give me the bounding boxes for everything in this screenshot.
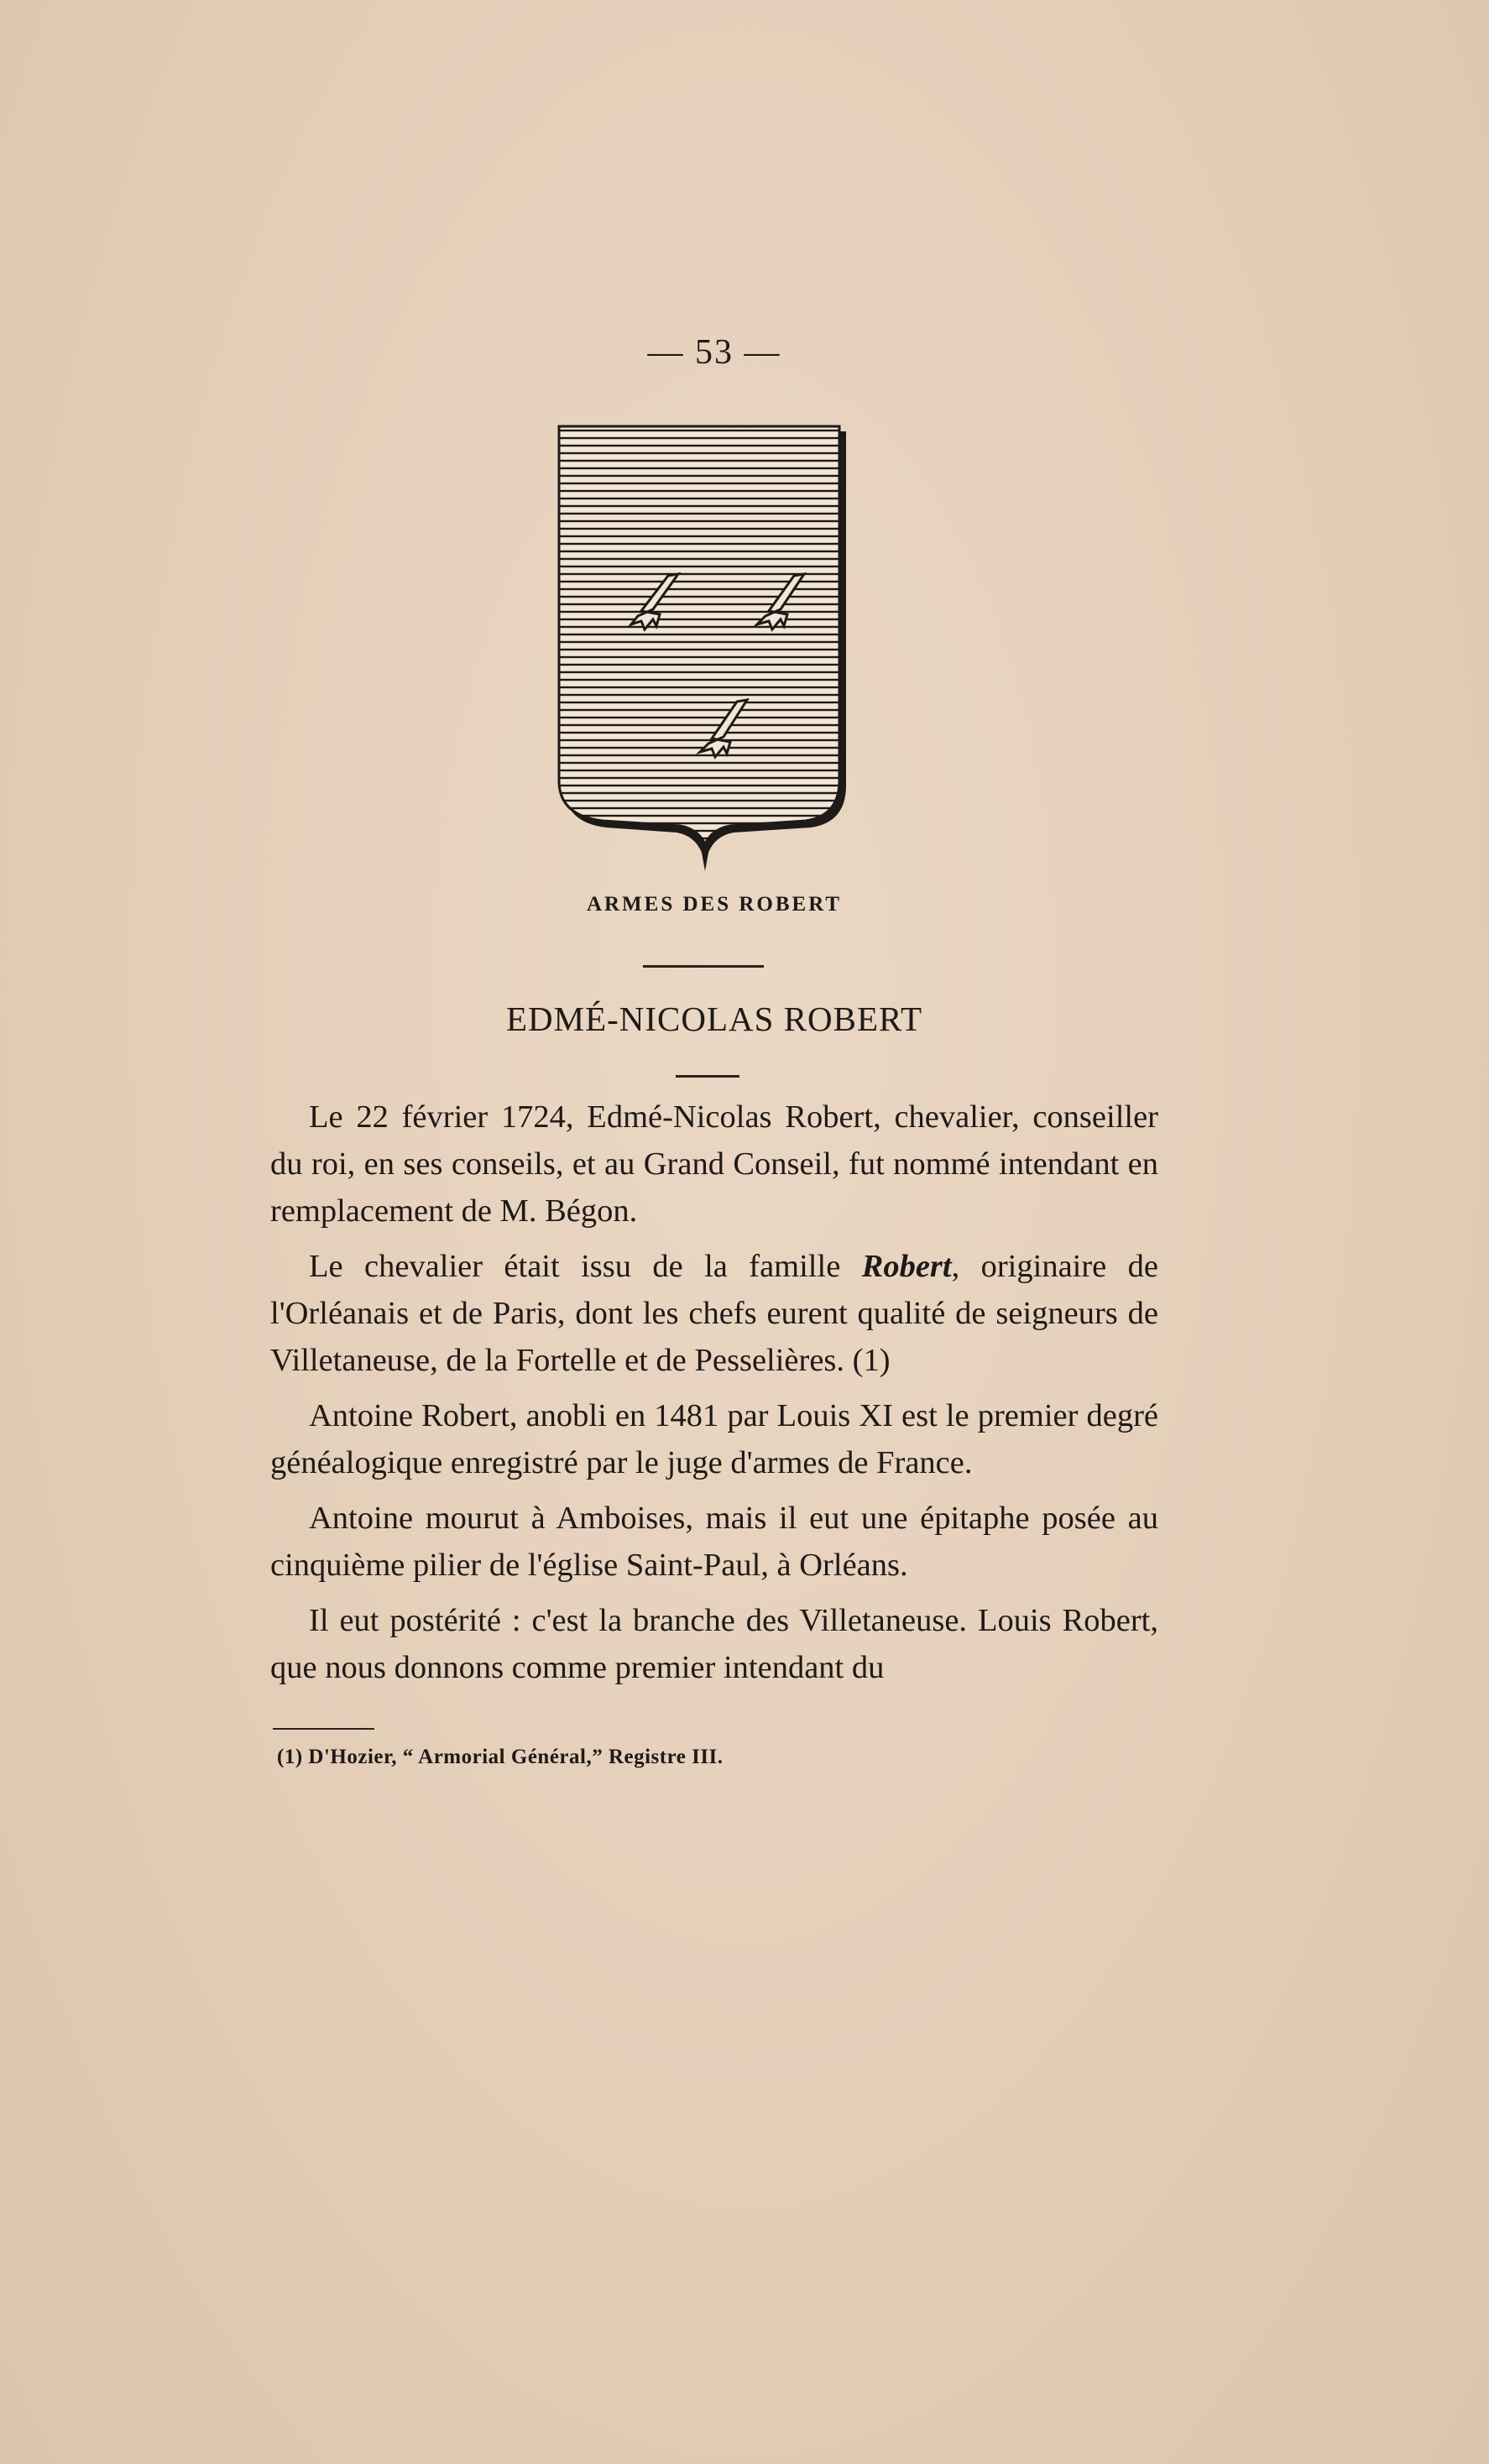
page-number: — 53 —: [647, 333, 781, 372]
paragraph: Antoine mourut à Amboises, mais il eut une épitaphe posée au cinquième pilier de l'église Saint-Paul, à Orléans.: [270, 1501, 1158, 1583]
footnote-divider: [273, 1728, 374, 1730]
paragraph: Antoine Robert, anobli en 1481 par Louis XI est le premier degré généalogique enregistré par le juge d'armes de France.: [270, 1398, 1158, 1480]
paragraph: Il eut postérité : c'est la branche des Villetaneuse. Louis Robert, que nous donnons comme premier intendant du: [270, 1603, 1158, 1685]
paragraph: Le chevalier était issu de la famille Robert, originaire de l'Orléanais et de Paris, dont les chefs eurent qualité de seigneurs de Villetaneuse, de la Fortelle et de Pesselières. (1): [270, 1249, 1158, 1378]
body-text: [270, 1094, 1158, 1699]
coat-of-arms: [554, 420, 856, 880]
figure-caption: ARMES DES ROBERT: [586, 893, 843, 916]
emphasized-name: Robert: [861, 1249, 952, 1284]
divider-top: [643, 965, 764, 968]
paragraph: Le 22 février 1724, Edmé-Nicolas Robert, chevalier, conseiller du roi, en ses conseils, et au Grand Conseil, fut nommé intendant en remplacement de M. Bégon.: [270, 1099, 1158, 1229]
section-heading: EDMÉ-NICOLAS ROBERT: [505, 1000, 922, 1038]
divider-middle: [676, 1075, 739, 1078]
footnote: (1) D'Hozier, “ Armorial Général,” Registre III.: [277, 1746, 724, 1768]
